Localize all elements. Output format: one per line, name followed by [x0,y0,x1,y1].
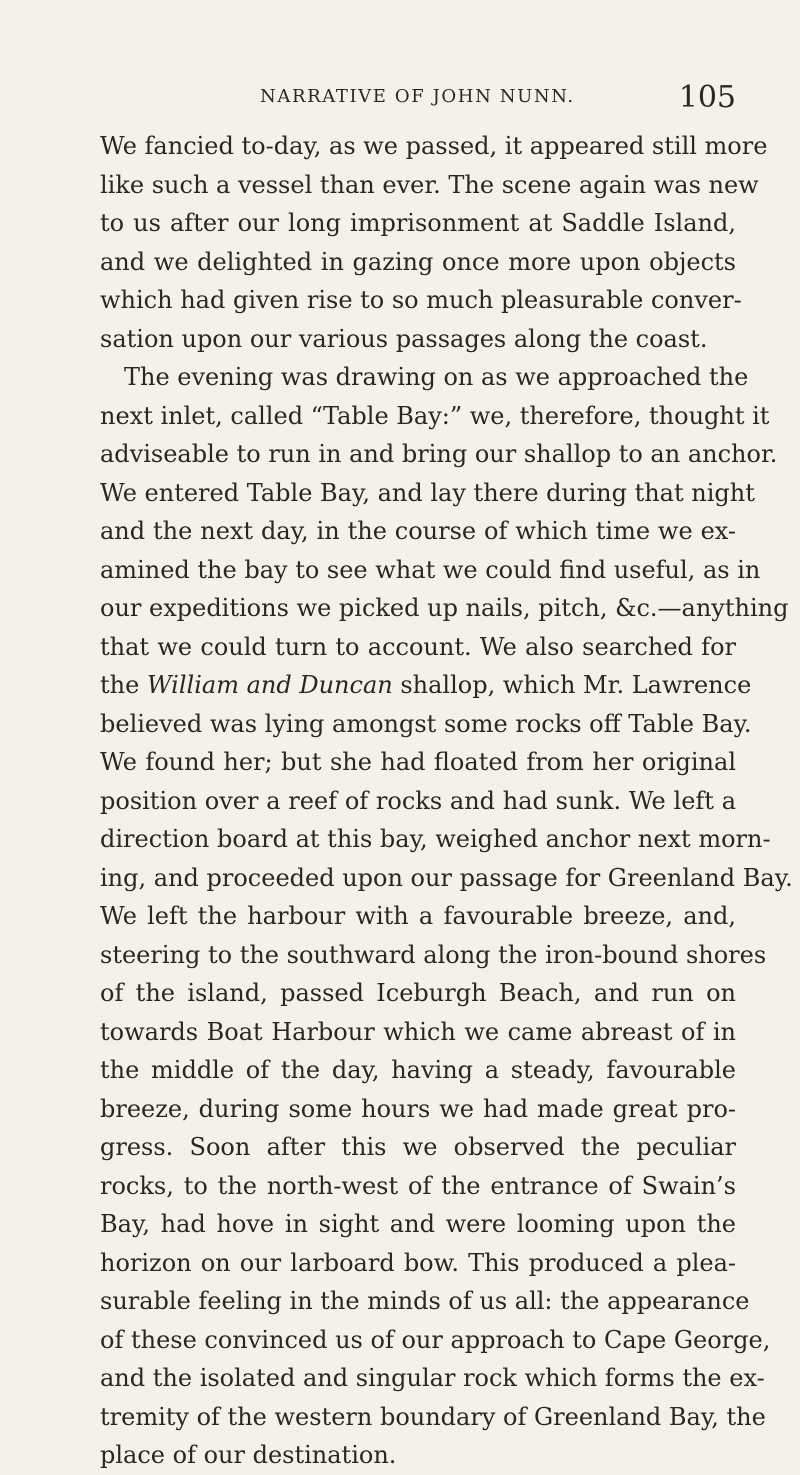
text-line: Bay, had hove in sight and were looming upon the [100,1210,736,1238]
text-line: and we delighted in gazing once more upon objects [100,247,736,276]
text-line: towards Boat Harbour which we came abreast of in [100,1017,736,1046]
text-line: and the isolated and singular rock which forms the ex- [100,1364,765,1392]
text-line: gress. Soon after this we observed the peculiar [100,1133,736,1161]
page-number: 105 [678,80,736,115]
text-line: adviseable to run in and bring our shallop to an anchor. [100,440,778,468]
text-line: the middle of the day, having a steady, favourable [100,1056,736,1084]
text-line: tremity of the western boundary of Greenland Bay, the [100,1402,766,1431]
text-line-with-ship-name [100,666,752,705]
text-line: of the island, passed Iceburgh Beach, and run on [100,979,736,1007]
text-line: surable feeling in the minds of us all: the appearance [100,1287,750,1315]
text-line: to us after our long imprisonment at Saddle Island, [100,209,736,237]
text-line: that we could turn to account. We also searched for [100,632,736,661]
text-line: like such a vessel than ever. The scene again was new [100,170,759,199]
text-line: breeze, during some hours we had made great pro- [100,1094,736,1123]
text-line: rocks, to the north-west of the entrance of Swain’s [100,1171,736,1200]
text-line: and the next day, in the course of which time we ex- [100,517,736,545]
text-segment: shallop, which Mr. Lawrence [392,671,752,699]
text-line: direction board at this bay, weighed anchor next morn- [100,825,771,853]
running-title: NARRATIVE OF JOHN NUNN. [260,86,575,107]
body-text [100,127,793,1475]
text-line: horizon on our larboard bow. This produced a plea- [100,1248,736,1277]
text-line: amined the bay to see what we could find useful, as in [100,555,761,584]
ship-name: William and Duncan [146,671,393,699]
text-line: We fancied to-day, as we passed, it appeared still more [100,132,768,160]
text-line: ing, and proceeded upon our passage for Greenland Bay. [100,863,793,892]
text-line: believed was lying amongst some rocks off Table Bay. [100,709,752,738]
text-line: position over a reef of rocks and had sunk. We left a [100,786,736,815]
text-line: sation upon our various passages along the coast. [100,324,708,353]
text-line: place of our destination. [100,1441,397,1469]
text-line: We left the harbour with a favourable breeze, and, [100,902,736,930]
text-line: We entered Table Bay, and lay there during that night [100,478,755,507]
text-line: The evening was drawing on as we approached the [124,363,749,391]
text-line: steering to the southward along the iron-bound shores [100,940,767,969]
text-line: which had given rise to so much pleasurable conver- [100,286,742,314]
running-head [100,80,736,120]
text-line: We found her; but she had floated from her original [100,748,736,776]
text-line: next inlet, called “Table Bay:” we, therefore, thought it [100,401,770,430]
text-line: of these convinced us of our approach to Cape George, [100,1325,771,1354]
text-line: our expeditions we picked up nails, pitch, &c.—anything [100,594,789,622]
text-segment: the [100,671,147,699]
